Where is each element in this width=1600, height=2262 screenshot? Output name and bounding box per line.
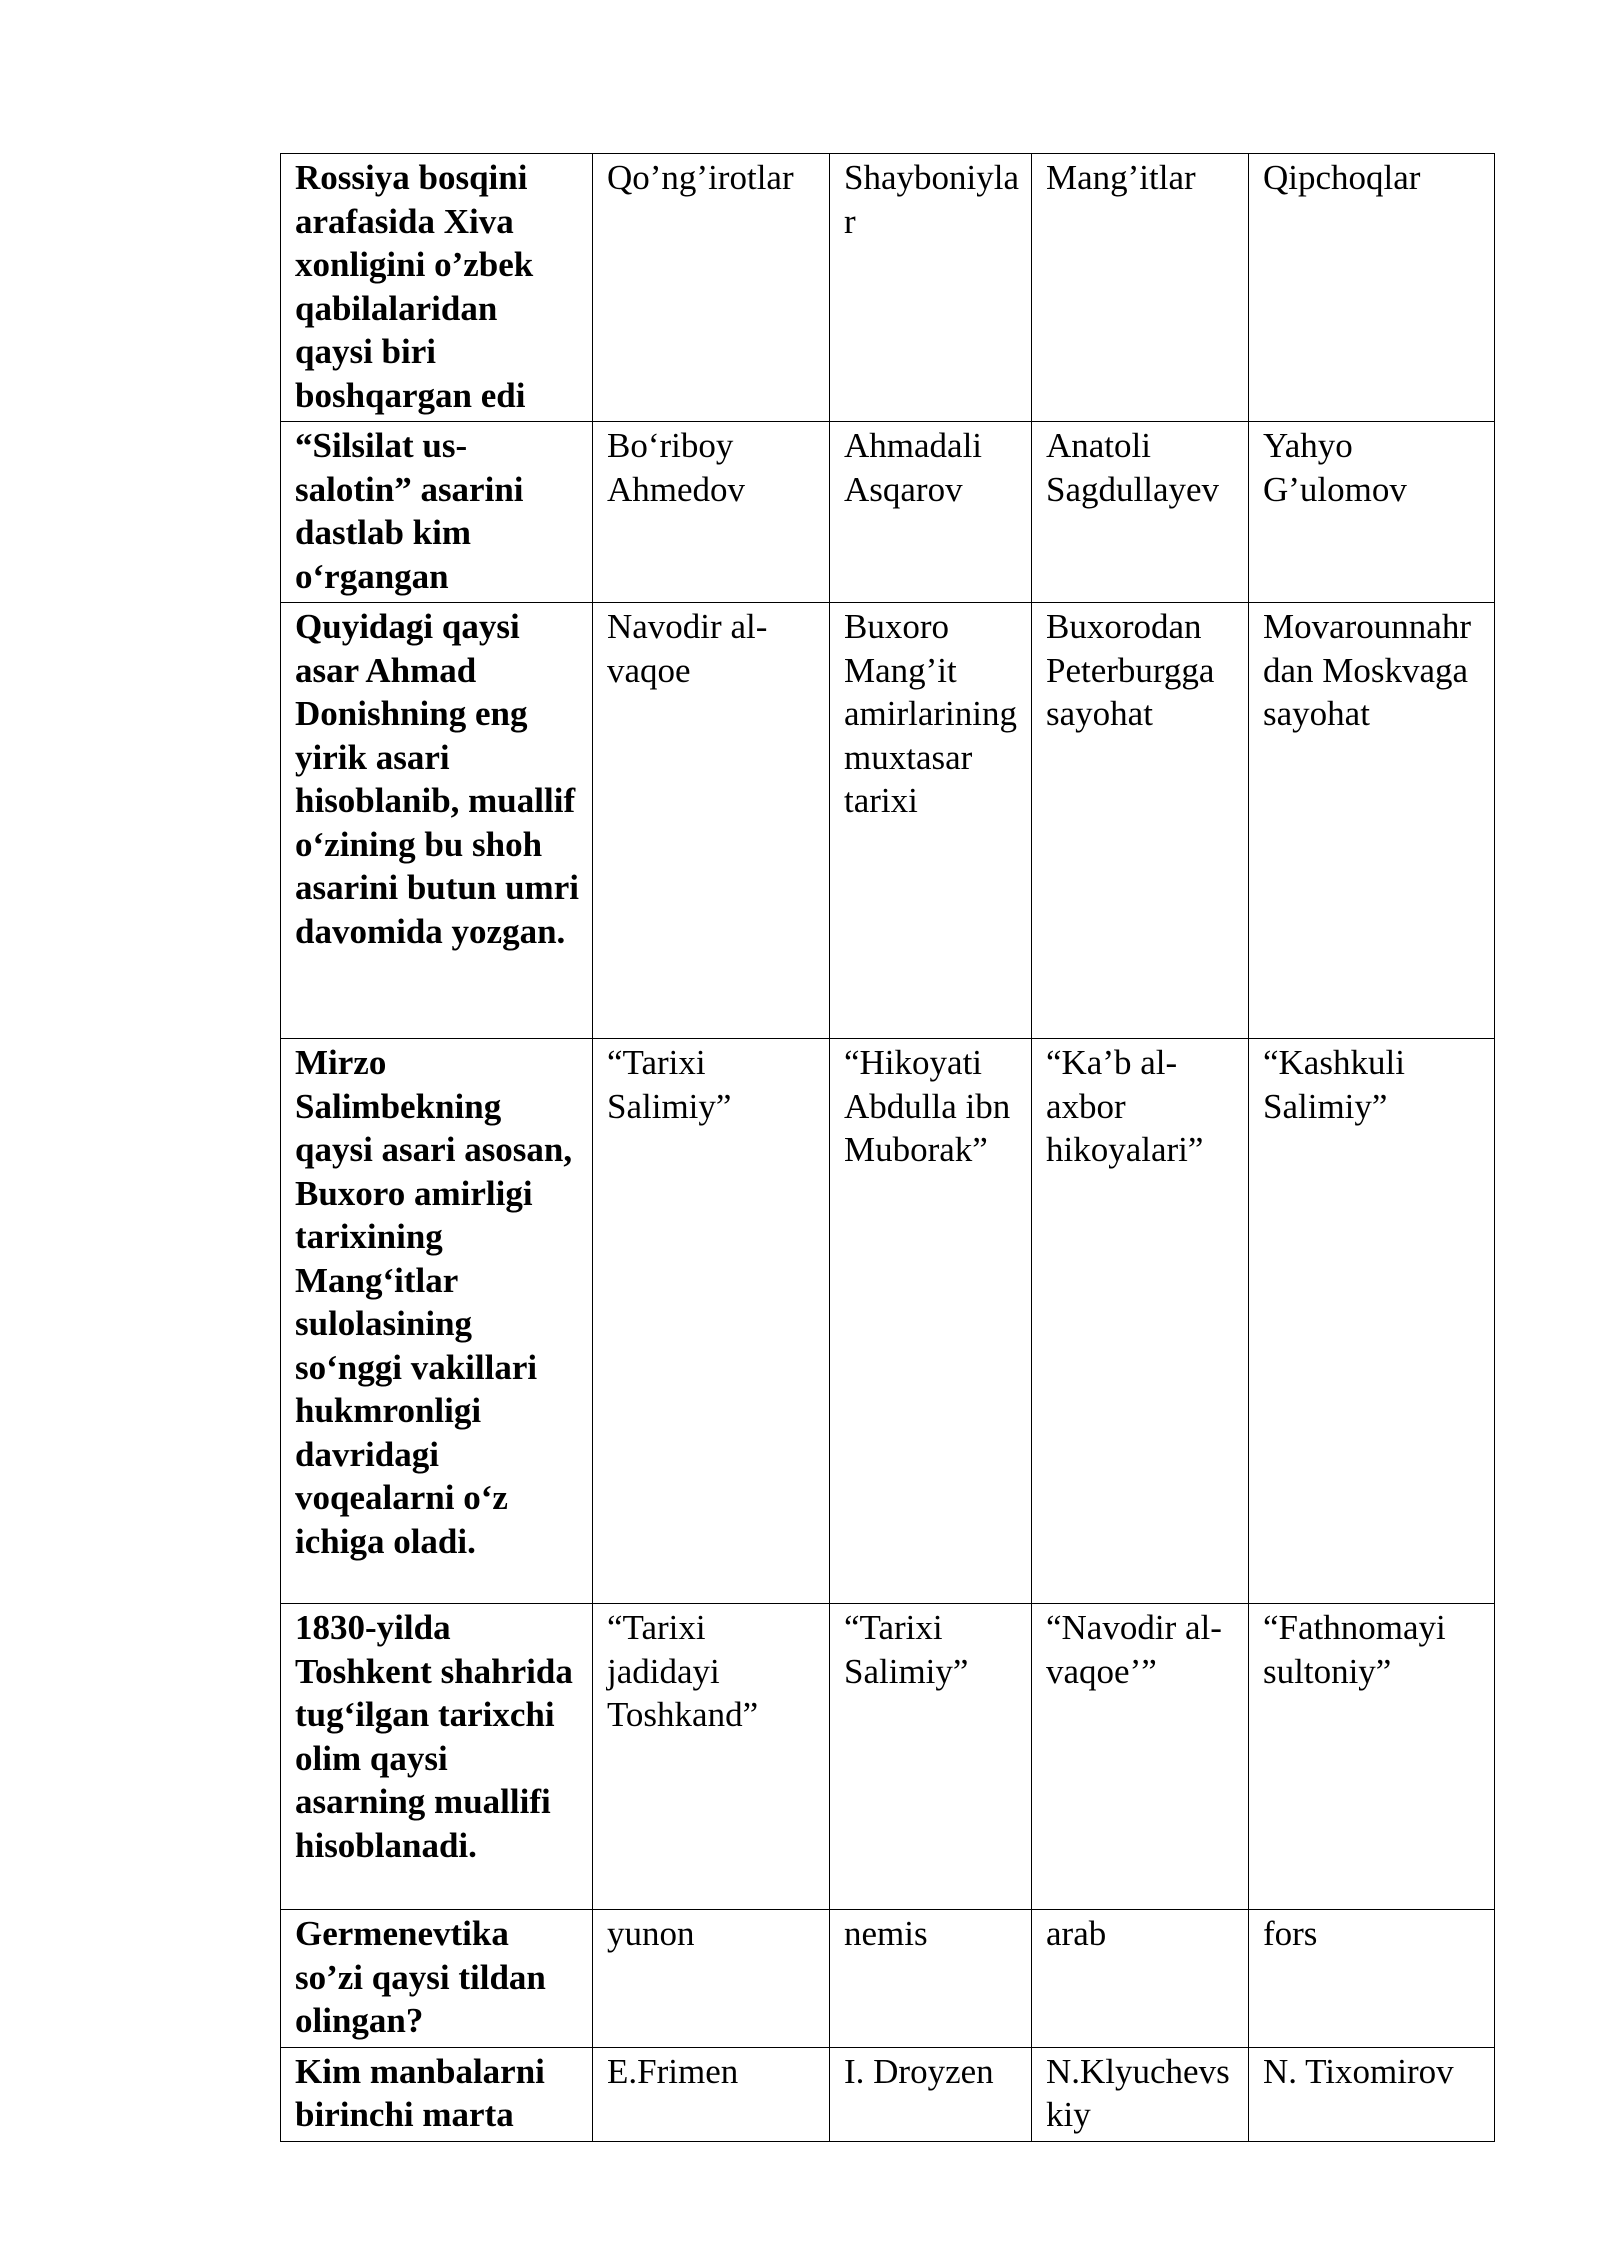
question-cell: Germenevtika so’zi qaysi tildan olingan? bbox=[281, 1910, 593, 2048]
answer-option-b: nemis bbox=[830, 1910, 1032, 2048]
answer-option-d: “Kashkuli Salimiy” bbox=[1249, 1039, 1495, 1604]
table-row bbox=[281, 154, 1495, 422]
answer-option-c: Mang’itlar bbox=[1032, 154, 1249, 422]
answer-option-d: fors bbox=[1249, 1910, 1495, 2048]
answer-option-b: Shayboniylar bbox=[830, 154, 1032, 422]
answer-option-c: arab bbox=[1032, 1910, 1249, 2048]
answer-option-c: “Ka’b al-axbor hikoyalari” bbox=[1032, 1039, 1249, 1604]
quiz-table bbox=[280, 153, 1495, 2142]
answer-option-d: Qipchoqlar bbox=[1249, 154, 1495, 422]
question-cell: 1830-yilda Toshkent shahrida tug‘ilgan tarixchi olim qaysi asarning muallifi hisoblanadi. bbox=[281, 1604, 593, 1910]
question-cell: Mirzo Salimbekning qaysi asari asosan, Buxoro amirligi tarixining Mang‘itlar sulolasining so‘nggi vakillari hukmronligi davridagi voqealarni o‘z ichiga oladi. bbox=[281, 1039, 593, 1604]
table-row bbox=[281, 1604, 1495, 1910]
question-cell: “Silsilat us-salotin” asarini dastlab kim o‘rgangan bbox=[281, 422, 593, 603]
question-cell: Rossiya bosqini arafasida Xiva xonligini o’zbek qabilalaridan qaysi biri boshqargan edi bbox=[281, 154, 593, 422]
answer-option-d: Yahyo G’ulomov bbox=[1249, 422, 1495, 603]
table-row bbox=[281, 2047, 1495, 2141]
table-row bbox=[281, 422, 1495, 603]
answer-option-a: Qo’ng’irotlar bbox=[593, 154, 830, 422]
answer-option-b: I. Droyzen bbox=[830, 2047, 1032, 2141]
answer-option-c: Anatoli Sagdullayev bbox=[1032, 422, 1249, 603]
answer-option-d: “Fathnomayi sultoniy” bbox=[1249, 1604, 1495, 1910]
answer-option-c: N.Klyuchevskiy bbox=[1032, 2047, 1249, 2141]
answer-option-a: “Tarixi jadidayi Toshkand” bbox=[593, 1604, 830, 1910]
table-row bbox=[281, 1910, 1495, 2048]
question-cell: Kim manbalarni birinchi marta bbox=[281, 2047, 593, 2141]
answer-option-a: E.Frimen bbox=[593, 2047, 830, 2141]
answer-option-d: Movarounnahrdan Moskvaga sayohat bbox=[1249, 603, 1495, 1039]
table-row bbox=[281, 1039, 1495, 1604]
table-row bbox=[281, 603, 1495, 1039]
question-cell: Quyidagi qaysi asar Ahmad Donishning eng yirik asari hisoblanib, muallif o‘zining bu shoh asarini butun umri davomida yozgan. bbox=[281, 603, 593, 1039]
answer-option-b: Ahmadali Asqarov bbox=[830, 422, 1032, 603]
answer-option-b: “Hikoyati Abdulla ibn Muborak” bbox=[830, 1039, 1032, 1604]
answer-option-c: “Navodir al-vaqoe’” bbox=[1032, 1604, 1249, 1910]
answer-option-d: N. Tixomirov bbox=[1249, 2047, 1495, 2141]
answer-option-b: Buxoro Mang’it amirlarining muxtasar tarixi bbox=[830, 603, 1032, 1039]
answer-option-c: Buxorodan Peterburgga sayohat bbox=[1032, 603, 1249, 1039]
answer-option-a: yunon bbox=[593, 1910, 830, 2048]
answer-option-b: “Tarixi Salimiy” bbox=[830, 1604, 1032, 1910]
answer-option-a: “Tarixi Salimiy” bbox=[593, 1039, 830, 1604]
answer-option-a: Bo‘riboy Ahmedov bbox=[593, 422, 830, 603]
answer-option-a: Navodir al-vaqoe bbox=[593, 603, 830, 1039]
